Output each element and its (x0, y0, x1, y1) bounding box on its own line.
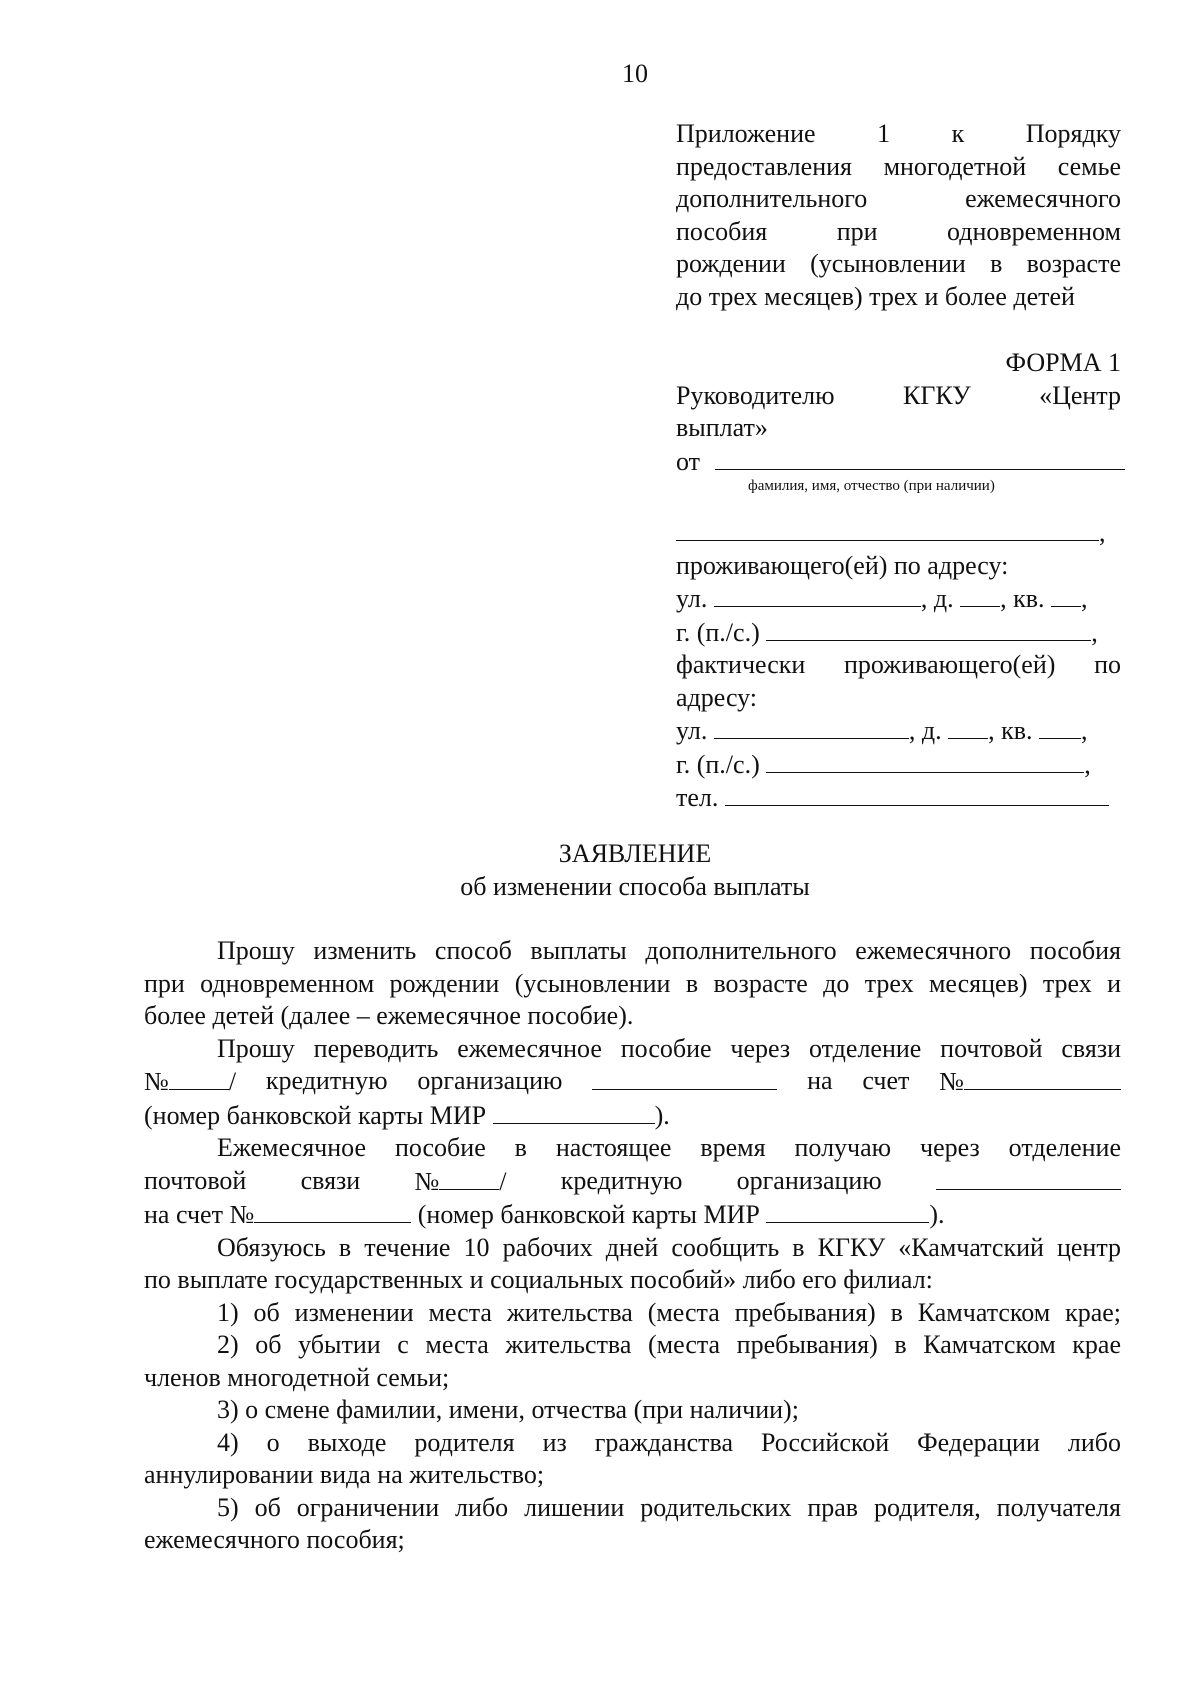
city-label: г. (п./с.) (676, 749, 760, 779)
paragraph-line: по выплате государственных и социальных пособий» либо его филиал: (144, 1265, 933, 1294)
list-item: 4) о выходе родителя из гражданства Российской Федерации либо (217, 1427, 1121, 1457)
appendix-word: 1 (877, 119, 891, 148)
phone-field[interactable] (725, 781, 1109, 806)
comma: , (1081, 716, 1088, 745)
appendix-line (676, 118, 1121, 151)
actual-street-field[interactable] (714, 714, 909, 739)
actual-word: фактически (676, 650, 806, 679)
appendix-word: Приложение (676, 119, 816, 148)
appendix-word: дополнительного (676, 184, 868, 213)
appendix-word: (усыновлении (810, 249, 966, 278)
paragraph-line: Прошу переводить ежемесячное пособие через отделение почтовой связи (217, 1033, 1121, 1063)
list-item: 1) об изменении места жительства (места пребывания) в Камчатском крае; (217, 1297, 1121, 1327)
addressee-word: Руководителю (676, 380, 835, 410)
list-item: 2) об убытии с места жительства (места пребывания) в Камчатском крае (217, 1330, 1121, 1359)
paragraph-line: Ежемесячное пособие в настоящее время получаю через отделение (217, 1133, 1121, 1162)
paragraph-line: более детей (далее – ежемесячное пособие). (144, 1001, 634, 1030)
appendix-header (676, 118, 1121, 313)
text: (номер банковской карты МИР (417, 1200, 760, 1229)
text: ). (654, 1100, 670, 1130)
street-row (676, 582, 1121, 616)
list-item-cont: членов многодетной семьи; (144, 1362, 450, 1392)
list-item-cont: ежемесячного пособия; (144, 1525, 405, 1554)
addressee-word: «Центр (1039, 380, 1121, 410)
account-number-field[interactable] (964, 1065, 1121, 1090)
payment-method-row (144, 1065, 1121, 1099)
text: на счет № (144, 1200, 255, 1229)
apt-field[interactable] (1051, 582, 1081, 607)
paragraph-line: Прошу изменить способ выплаты дополнительного ежемесячного пособия (217, 936, 1121, 965)
house-field[interactable] (960, 582, 1000, 607)
name-continuation-row (676, 516, 1121, 550)
house-label: , д. (920, 584, 954, 613)
form-label: ФОРМА 1 (1005, 348, 1121, 377)
from-row (676, 445, 1121, 479)
number-sign: № (939, 1067, 964, 1096)
card-row (144, 1099, 1121, 1133)
actual-house-field[interactable] (948, 714, 988, 739)
from-name-field[interactable] (715, 445, 1125, 470)
appendix-word: Порядку (1025, 119, 1121, 148)
addressee-word: КГКУ (903, 380, 971, 410)
comma: , (1084, 749, 1091, 779)
text: почтовой (144, 1165, 247, 1195)
addressee-line (676, 380, 1121, 413)
paragraph-line: Обязуюсь в течение 10 рабочих дней сообщить в КГКУ «Камчатский центр (217, 1232, 1121, 1262)
appendix-line (676, 248, 1121, 281)
appendix-line (676, 151, 1121, 184)
slash: / (228, 1067, 237, 1096)
current-method-row (144, 1165, 1121, 1199)
number-sign: № (414, 1166, 440, 1196)
text: (номер банковской карты МИР (144, 1100, 487, 1130)
from-caption: фамилия, имя, отчество (при наличии) (748, 478, 995, 494)
comma: , (1081, 584, 1088, 613)
actual-word: проживающего(ей) (844, 650, 1056, 679)
document-title (0, 838, 1200, 903)
house-label: , д. (908, 716, 942, 745)
appendix-word: к (951, 119, 965, 148)
text: кредитную (265, 1066, 388, 1095)
residing-label: проживающего(ей) по адресу: (676, 550, 1009, 580)
list-item-cont: аннулировании вида на жительство; (144, 1460, 545, 1489)
title-main: ЗАЯВЛЕНИЕ (558, 839, 712, 868)
mir-card-field[interactable] (493, 1099, 655, 1124)
street-label: ул. (676, 584, 708, 613)
page-number: 10 (622, 59, 648, 88)
appendix-word: при (836, 216, 878, 246)
comma: , (1091, 617, 1098, 647)
text: связи (300, 1165, 361, 1195)
appendix-word: одновременном (947, 216, 1121, 246)
title-sub: об изменении способа выплаты (460, 871, 810, 901)
city-field[interactable] (766, 616, 1091, 641)
paragraph-line: при одновременном рождении (усыновлении в возрасте до трех месяцев) трех и (144, 968, 1121, 998)
list-item: 3) о смене фамилии, имени, отчества (при наличии); (217, 1395, 799, 1424)
appendix-word: возрасте (1026, 249, 1121, 278)
appendix-word: семье (1057, 151, 1121, 181)
text: ). (929, 1200, 945, 1229)
actual-street-row (676, 714, 1121, 748)
actual-residing-line2: адресу: (676, 682, 758, 712)
city-row (676, 616, 1121, 650)
apt-label: , кв. (988, 716, 1033, 745)
actual-apt-field[interactable] (1039, 714, 1081, 739)
current-post-office-field[interactable] (439, 1165, 499, 1190)
actual-city-field[interactable] (766, 748, 1084, 773)
appendix-word: многодетной (883, 151, 1027, 181)
text: кредитную (560, 1165, 683, 1195)
apt-label: , кв. (1000, 584, 1045, 613)
city-label: г. (п./с.) (676, 617, 760, 647)
text: организацию (417, 1066, 563, 1095)
street-label: ул. (676, 716, 708, 745)
addressee-block (676, 347, 1121, 815)
list-item: 5) об ограничении либо лишении родительских прав родителя, получателя (217, 1492, 1121, 1522)
credit-org-field[interactable] (592, 1065, 777, 1090)
text: на (807, 1066, 833, 1095)
application-body (144, 935, 1121, 1557)
appendix-line (676, 216, 1121, 249)
appendix-word: в (990, 249, 1003, 278)
phone-label: тел. (676, 783, 719, 812)
current-account-row (144, 1198, 1121, 1232)
post-office-number-field[interactable] (169, 1065, 229, 1090)
phone-row (676, 781, 1121, 815)
appendix-line (676, 183, 1121, 216)
comma: , (1099, 518, 1106, 547)
actual-word: по (1094, 650, 1121, 679)
text: организацию (736, 1165, 882, 1195)
name-continuation-field[interactable] (676, 516, 1099, 541)
actual-city-row (676, 748, 1121, 782)
appendix-word: предоставления (676, 151, 852, 181)
text: счет (862, 1066, 910, 1095)
current-mir-card-field[interactable] (766, 1198, 929, 1223)
appendix-word: пособия (676, 216, 768, 246)
current-credit-org-field[interactable] (936, 1165, 1121, 1190)
slash: / (499, 1166, 507, 1196)
from-label: от (676, 446, 701, 476)
addressee-line2: выплат» (676, 413, 768, 442)
number-sign: № (144, 1067, 169, 1096)
street-field[interactable] (714, 582, 921, 607)
appendix-line: до трех месяцев) трех и более детей (676, 281, 1075, 311)
appendix-word: ежемесячного (965, 184, 1121, 213)
appendix-word: рождении (676, 249, 786, 278)
actual-residing-line (676, 649, 1121, 682)
current-account-field[interactable] (254, 1198, 411, 1223)
